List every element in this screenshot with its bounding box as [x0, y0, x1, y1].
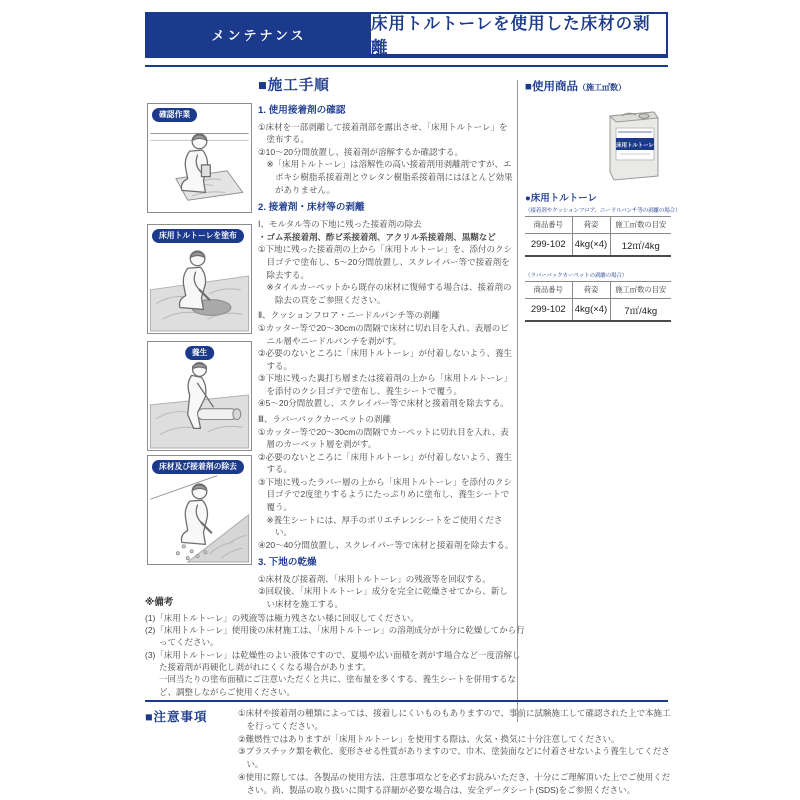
col-header-product-no: 商品番号: [525, 282, 572, 299]
col-header-coverage: 施工㎡数の目安: [610, 217, 671, 234]
procedure-subhead: Ⅰ、モルタル等の下地に残った接着剤の除去: [258, 219, 422, 230]
header-divider: [145, 65, 668, 67]
table-row: [525, 299, 671, 322]
illustration-check-work: [147, 103, 252, 213]
caution-item: ②難燃性ではありますが「床用トルトーレ」を使用する際は、火気・換気に十分注意してください。: [238, 733, 620, 744]
illustration-curing: [147, 341, 252, 451]
table-header-row: [525, 282, 671, 299]
remark-item: (3)「床用トルトーレ」は乾燥性のよい液体ですので、夏場や広い面積を剥がす場合など一度溶解した接着剤が再硬化し剥がれにくくなる場合があります。: [145, 649, 521, 673]
col-header-product-no: 商品番号: [525, 217, 572, 234]
remarks-section: [145, 596, 527, 698]
table-row: [525, 234, 671, 257]
col-header-package: 荷姿: [572, 282, 610, 299]
procedure-item: ②10～20分間放置し、接着剤が溶解するか確認する。: [258, 146, 464, 157]
procedure-item: ①下地に残った接着剤の上から「床用トルトーレ」を、添付のクシ目ゴテで塗布し、5～20分間放置し、スクレイパー等で接着剤を除去する。: [258, 244, 512, 280]
procedure-subhead: Ⅱ、クッションフロア・ニードルパンチ等の剥離: [258, 310, 440, 321]
illustration-label: 床材及び接着剤の除去: [152, 460, 244, 474]
cautions-heading: ■注意事項: [145, 710, 208, 724]
procedure-heading: ■施工手順: [258, 78, 330, 94]
footer-divider: [145, 700, 668, 702]
illustration-remove-adhesive: [147, 455, 252, 565]
table-header-row: [525, 217, 671, 234]
procedure-item: ③下地に残ったラバー層の上から「床用トルトーレ」を添付のクシ目ゴテで2度塗りするようにたっぷりめに塗布し、養生シートで覆う。: [258, 476, 512, 513]
procedure-item: ④5～20分間放置し、スクレイパー等で床材と接着剤を除去する。: [258, 398, 509, 409]
product-can-icon: [596, 102, 668, 186]
remark-item: (1)「床用トルトーレ」の残液等は極力残さない様に回収してください。: [145, 612, 419, 623]
procedure-item: ①床材を一部剥離して接着剤部を露出させ、「床用トルトーレ」を塗布する。: [258, 121, 508, 145]
cell-package: 4kg(×4): [572, 299, 610, 322]
products-section: [525, 78, 681, 322]
step-title: 1. 使用接着剤の確認: [258, 105, 346, 117]
products-heading-text: ■使用商品: [525, 81, 578, 93]
procedure-item: ②必要のないところに「床用トルトーレ」が付着しないよう、養生する。: [258, 451, 512, 475]
table-caption: （ラバーバックカーペットの剥離の場合）: [525, 273, 628, 279]
product-table-rubberback: [525, 281, 671, 322]
step-title: 3. 下地の乾燥: [258, 557, 317, 569]
caution-item: ④使用に際しては、各製品の使用方法、注意事項などを必ずお読みいただき、十分にご理解頂いた上でご使用ください。尚、製品の取り扱いに関する詳細が必要な場合は、安全データシート(SDS)をご参照ください。: [238, 771, 671, 795]
caution-item: ③プラスチック類を軟化、変形させる性質がありますので、巾木、塗装面などに付着させないよう養生してください。: [238, 746, 670, 769]
remark-continuation: 一回当たりの塗布面積にご注意いただくと共に、塗布量を多くする、養生シートを併用するなど、調整しながらご使用ください。: [159, 674, 517, 697]
product-name: ●床用トルトーレ: [525, 193, 598, 204]
col-header-package: 荷姿: [572, 217, 610, 234]
products-heading: [525, 78, 671, 94]
caution-item: ①床材や接着剤の種類によっては、接着しにくいものもありますので、事前に試験施工して確認された上で本施工を行ってください。: [238, 708, 671, 731]
products-heading-note: （施工㎡数）: [577, 83, 626, 92]
category-tag: メンテナンス: [147, 14, 371, 54]
procedure-item: ②回収後、「床用トルトーレ」成分を完全に乾燥させてから、新しい床材を施工する。: [258, 586, 508, 609]
illustration-label: 確認作業: [152, 108, 197, 122]
product-table-adhesive: [525, 216, 671, 257]
step-title: 2. 接着剤・床材等の剥離: [258, 202, 365, 214]
procedure-bullet: ・ゴム系接着剤、酢ビ系接着剤、アクリル系接着剤、黒糊など: [258, 231, 496, 242]
procedure-item: ①カッター等で20～30cmの間隔でカーペットに切れ目を入れ、表層のカーペット層を剥がす。: [258, 426, 509, 450]
page-title: 床用トルトーレを使用した床材の剥離: [371, 15, 651, 57]
cell-package: 4kg(×4): [572, 234, 610, 257]
illustration-label: 養生: [185, 346, 215, 360]
illustration-apply-tortore: [147, 224, 252, 334]
procedure-subhead: Ⅲ、ラバーバックカーペットの剥離: [258, 413, 391, 424]
page-header: [145, 12, 668, 58]
remark-item: (2)「床用トルトーレ」使用後の床材施工は、「床用トルトーレ」の溶剤成分が十分に乾燥してから行ってください。: [145, 625, 525, 648]
procedure-item: ①床材及び接着剤、「床用トルトーレ」の残液等を回収する。: [258, 573, 491, 584]
remarks-heading: ※備考: [145, 597, 174, 608]
cell-coverage: 12㎡/4kg: [610, 234, 671, 257]
cautions-section: [145, 707, 671, 796]
caution-list: [238, 707, 671, 796]
procedure-section: [258, 76, 514, 610]
procedure-item: ①カッター等で20～30cmの間隔で床材に切れ目を入れ、表層のビニル層やニードルパンチを剥がす。: [258, 322, 509, 346]
cell-product-no: 299-102: [530, 304, 566, 315]
procedure-note: ※養生シートには、厚手のポリエチレンシートをご使用ください。: [266, 514, 503, 538]
procedure-note: ※「床用トルトーレ」は溶解性の高い接着剤用剥離剤ですが、エポキシ樹脂系接着剤とウレタン樹脂系接着剤にはほとんど効果がありません。: [266, 159, 513, 195]
procedure-item: ③下地に残った裏打ち層または接着剤の上から「床用トルトーレ」を添付のクシ目ゴテで塗布し、養生シートで覆う。: [258, 373, 512, 396]
col-header-coverage: 施工㎡数の目安: [610, 282, 671, 299]
cell-coverage: 7㎡/4kg: [610, 299, 671, 322]
procedure-note: ※タイルカーペットから既存の床材に復帰する場合は、接着剤の除去の頁をご参照ください。: [266, 282, 512, 305]
procedure-item: ②必要のないところに「床用トルトーレ」が付着しないよう、養生する。: [258, 348, 512, 371]
can-label-text: 床用トルトーレ: [616, 143, 654, 149]
illustration-label: 床用トルトーレを塗布: [152, 229, 244, 243]
table-caption: （接着剤やクッションフロア、ニードルパンチ等の剥離の場合）: [525, 208, 681, 214]
cell-product-no: 299-102: [530, 239, 566, 250]
procedure-item: ④20～40分間放置し、スクレイパー等で床材と接着剤を除去する。: [258, 539, 514, 550]
